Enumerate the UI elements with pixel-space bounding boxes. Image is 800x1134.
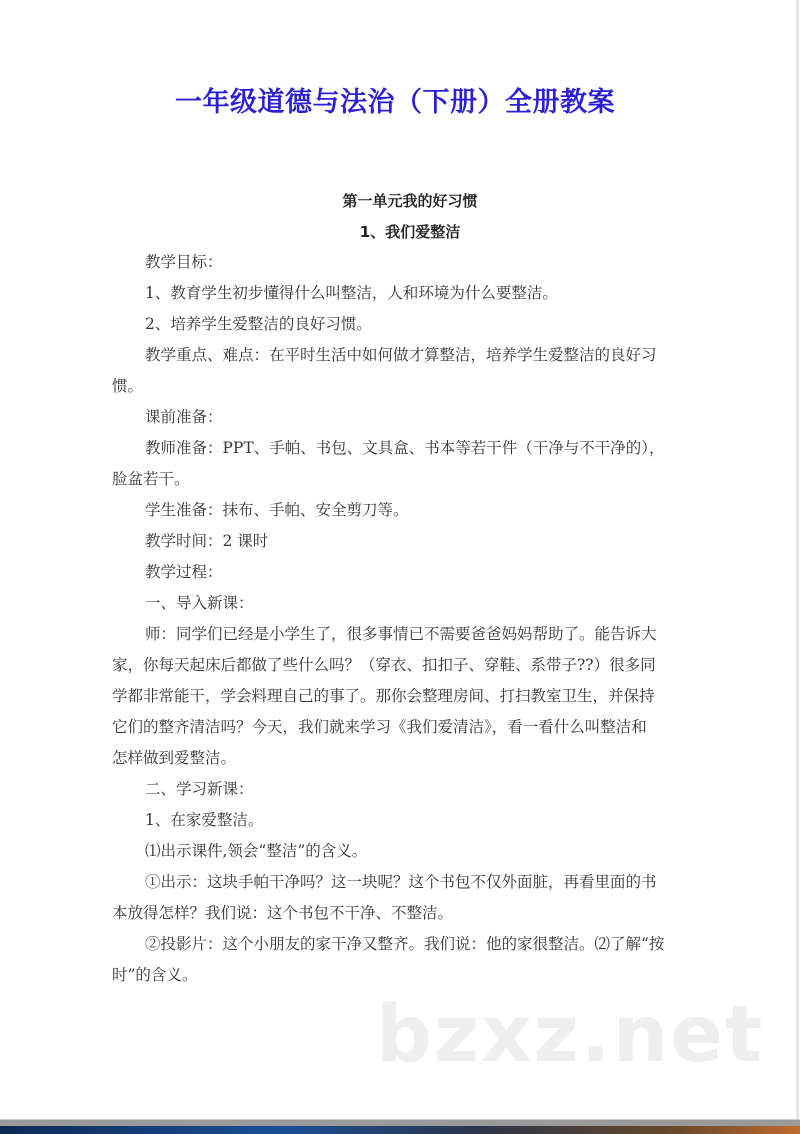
- document-title: 一年级道德与法治（下册）全册教案: [175, 87, 615, 118]
- paragraph-line: 教学过程：: [145, 563, 223, 581]
- paragraph-line: 家，你每天起床后都做了些什么吗？（穿衣、扣扣子、穿鞋、系带子??）很多同: [112, 656, 656, 674]
- unit-title: 第一单元我的好习惯: [342, 192, 478, 210]
- paragraph-line: 教学重点、难点：在平时生活中如何做才算整洁，培养学生爱整洁的良好习: [145, 346, 657, 364]
- paragraph-line: 课前准备：: [145, 408, 223, 426]
- paragraph-line: ②投影片：这个小朋友的家干净又整齐。我们说：他的家很整洁。⑵了解“按: [145, 935, 665, 953]
- paragraph-line: ①出示：这块手帕干净吗？这一块呢？这个书包不仅外面脏，再看里面的书: [145, 873, 657, 891]
- paragraph-line: 教学时间：2 课时: [145, 532, 269, 550]
- paragraph-line: 教学目标：: [145, 253, 223, 271]
- paragraph-line: 1、在家爱整洁。: [145, 811, 264, 829]
- lesson-title: 1、我们爱整洁: [359, 223, 461, 241]
- paragraph-line: 本放得怎样？我们说：这个书包不干净、不整洁。: [112, 904, 454, 922]
- paragraph-line: 一、导入新课：: [145, 594, 254, 612]
- paragraph-line: 它们的整齐清洁吗？今天，我们就来学习《我们爱清洁》，看一看什么叫整洁和: [112, 718, 647, 736]
- paragraph-line: 脸盆若干。: [112, 470, 190, 488]
- paragraph-line: 怎样做到爱整洁。: [112, 749, 237, 767]
- watermark: bzxz.net: [376, 990, 765, 1080]
- paragraph-line: 2、培养学生爱整洁的良好习惯。: [145, 315, 372, 333]
- paragraph-line: 二、学习新课：: [145, 780, 254, 798]
- paragraph-line: 师：同学们已经是小学生了，很多事情已不需要爸爸妈妈帮助了。能告诉大: [145, 625, 657, 643]
- paragraph-line: ⑴出示课件,领会“整洁”的含义。: [145, 842, 368, 860]
- paragraph-line: 1、教育学生初步懂得什么叫整洁，人和环境为什么要整洁。: [145, 284, 558, 302]
- paragraph-line: 学都非常能干，学会料理自己的事了。那你会整理房间、打扫教室卫生，并保持: [112, 687, 655, 705]
- paragraph-line: 教师准备：PPT、手帕、书包、文具盒、书本等若干件（干净与不干净的），: [145, 439, 665, 457]
- paragraph-line: 学生准备：抹布、手帕、安全剪刀等。: [145, 501, 409, 519]
- paragraph-line: 惯。: [112, 377, 144, 395]
- desktop-background-strip: [0, 1126, 800, 1134]
- horizontal-scrollbar[interactable]: [0, 1119, 800, 1126]
- paragraph-line: 时”的含义。: [112, 966, 198, 984]
